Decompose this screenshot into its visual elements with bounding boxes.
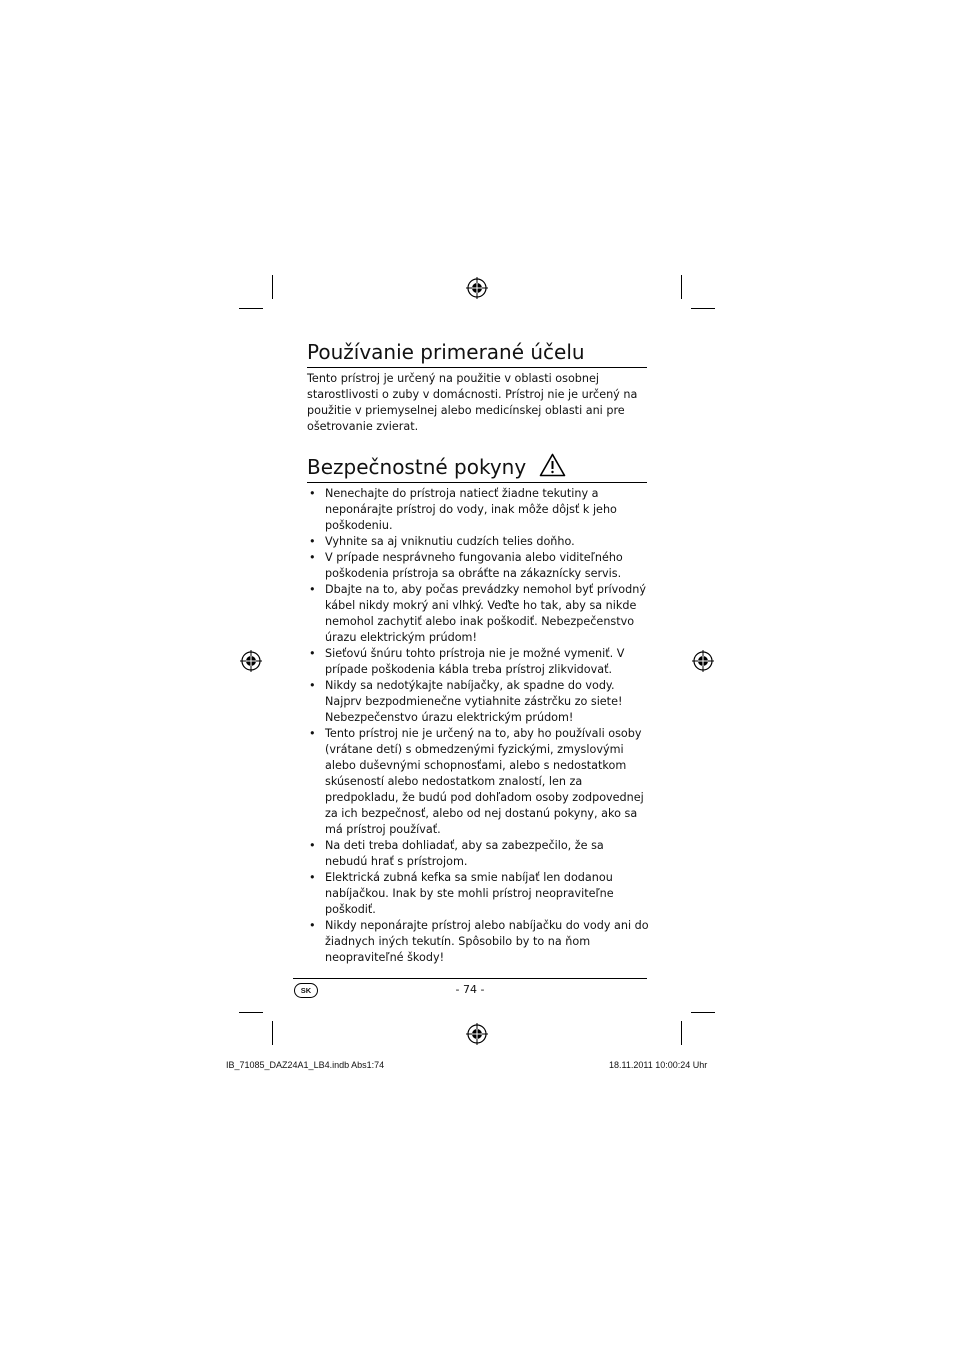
list-item: • Nenechajte do prístroja natiecť žiadne tekutiny a neponárajte prístroj do vody, inak môže dôjsť k jeho poškodeniu. bbox=[307, 486, 649, 534]
section-title-text: Bezpečnostné pokyny bbox=[307, 455, 527, 479]
section-title-text: Používanie primerané účelu bbox=[307, 340, 585, 364]
warning-triangle-icon bbox=[539, 453, 566, 477]
registration-mark-icon bbox=[466, 1023, 488, 1045]
list-item: • Tento prístroj nie je určený na to, aby ho používali osoby (vrátane detí) s obmedzenými fyzickými, zmyslovými alebo duševnými schopnosťami, alebo s nedostatkom skúseností alebo nedostatkom znalostí, len za predpokladu, že budú pod dohľadom osoby zodpovednej za ich bezpečnosť, alebo od nej dostanú pokyny, ako sa má prístroj používať. bbox=[307, 726, 649, 838]
crop-mark bbox=[272, 1021, 273, 1045]
language-badge: SK bbox=[294, 983, 318, 998]
crop-mark bbox=[681, 275, 682, 299]
crop-mark bbox=[681, 1021, 682, 1045]
slug-file-info: IB_71085_DAZ24A1_LB4.indb Abs1:74 bbox=[226, 1060, 385, 1070]
list-item: • Vyhnite sa aj vniknutiu cudzích telies doňho. bbox=[307, 534, 649, 550]
intended-use-paragraph: Tento prístroj je určený na použitie v oblasti osobnej starostlivosti o zuby v domácnosti. Prístroj nie je určený na použitie v priemyselnej alebo medicínskej oblasti ani pre ošetrovanie zvierat. bbox=[307, 372, 638, 433]
registration-mark-icon bbox=[466, 277, 488, 299]
crop-mark bbox=[239, 308, 263, 309]
list-item: • Nikdy sa nedotýkajte nabíjačky, ak spadne do vody. Najprv bezpodmienečne vytiahnite zástrčku zo siete! Nebezpečenstvo úrazu elektrickým prúdom! bbox=[307, 678, 649, 726]
registration-mark-icon bbox=[692, 650, 714, 672]
crop-mark bbox=[691, 308, 715, 309]
slug-timestamp: 18.11.2011 10:00:24 Uhr bbox=[609, 1060, 708, 1070]
list-item: • Na deti treba dohliadať, aby sa zabezpečilo, že sa nebudú hrať s prístrojom. bbox=[307, 838, 649, 870]
section-title-safety bbox=[307, 453, 647, 483]
safety-instructions-list bbox=[307, 486, 649, 966]
crop-mark bbox=[239, 1012, 263, 1013]
list-item: • Dbajte na to, aby počas prevádzky nemohol byť prívodný kábel nikdy mokrý ani vlhký. Veďte ho tak, aby sa nikde nemohol zachytiť alebo inak poškodiť. Nebezpečenstvo úrazu elektrickým prúdom! bbox=[307, 582, 649, 646]
list-item: • V prípade nesprávneho fungovania alebo viditeľného poškodenia prístroja sa obráťte na zákaznícky servis. bbox=[307, 550, 649, 582]
section-title-intended-use bbox=[307, 339, 647, 368]
registration-mark-icon bbox=[240, 650, 262, 672]
crop-mark bbox=[272, 275, 273, 299]
footer-rule bbox=[293, 978, 647, 979]
list-item: • Elektrická zubná kefka sa smie nabíjať len dodanou nabíjačkou. Inak by ste mohli prístroj neopraviteľne poškodiť. bbox=[307, 870, 649, 918]
page-number: - 74 - bbox=[455, 983, 485, 996]
list-item: • Nikdy neponárajte prístroj alebo nabíjačku do vody ani do žiadnych iných tekutín. Spôsobilo by to na ňom neopraviteľné škody! bbox=[307, 918, 649, 966]
list-item: • Sieťovú šnúru tohto prístroja nie je možné vymeniť. V prípade poškodenia kábla treba prístroj zlikvidovať. bbox=[307, 646, 649, 678]
crop-mark bbox=[691, 1012, 715, 1013]
